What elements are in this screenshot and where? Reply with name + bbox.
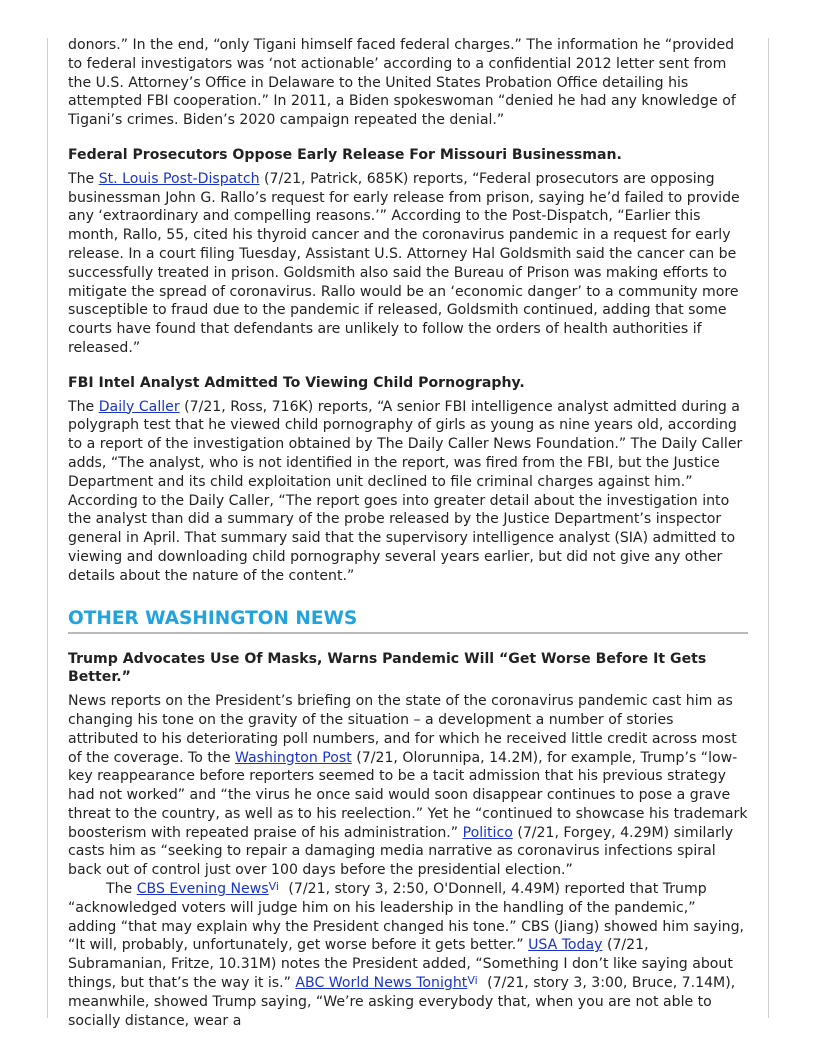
story-body: The Daily Caller (7/21, Ross, 716K) reports, “A senior FBI intelligence analyst admitted during a polygraph test that he viewed child pornography of girls as young as nine years old, according to a report of the investigation obtained by The Daily Caller News Foundation.” The Daily Caller adds, “The analyst, who is not identified in the report, was fired from the FBI, but the Justice Department and its child exploitation unit declined to file criminal charges against him.” According to the Daily Caller, “The report goes into greater detail about the investigation into the analyst than did a summary of the probe released by the Justice Department’s inspector general in April. That summary said that the supervisory intelligence analyst (SIA) admitted to viewing and downloading child pornography several years earlier, but did not give any other details about the nature of the content.” <box>68 398 743 584</box>
continued-paragraph: donors.” In the end, “only Tigani himself faced federal charges.” The information he “provided to federal investigators was ‘not actionable’ according to a confidential 2012 letter sent from the U.S. Attorney’s Office in Delaware to the United States Probation Office detailing his attempted FBI cooperation.” In 2011, a Biden spokeswoman “denied he had any knowledge of Tigani’s crimes. Biden’s 2020 campaign repeated the denial.” <box>68 37 736 129</box>
source-link-daily-caller[interactable]: Daily Caller <box>98 398 180 415</box>
story-rallo <box>68 146 748 358</box>
story-body: The St. Louis Post-Dispatch (7/21, Patrick, 685K) reports, “Federal prosecutors are opposing businessman John G. Rallo’s request for early release from prison, saying he’d failed to provide any ‘extraordinary and compelling reasons.’” According to the Post-Dispatch, “Earlier this month, Rallo, 55, cited his thyroid cancer and the coronavirus pandemic in a request for early release. In a court filing Tuesday, Assistant U.S. Attorney Hal Goldsmith said the cancer can be successfully treated in prison. Goldsmith also said the Bureau of Prison was making efforts to mitigate the spread of coronavirus. Rallo would be an ‘economic danger’ to a community more susceptible to fraud due to the pandemic if released, Goldsmith continued, adding that some courts have found that defendants are unlikely to follow the orders of health authorities if released.” <box>68 170 740 356</box>
story-headline: Trump Advocates Use Of Masks, Warns Pandemic Will “Get Worse Before It Gets Better.” <box>68 650 707 686</box>
story-headline: FBI Intel Analyst Admitted To Viewing Child Pornography. <box>68 374 525 391</box>
source-link-st-louis-post-dispatch[interactable]: St. Louis Post-Dispatch <box>98 170 260 187</box>
video-icon[interactable]: Vi <box>467 974 478 988</box>
newsletter-column <box>68 36 748 1030</box>
story-headline: Federal Prosecutors Oppose Early Release For Missouri Businessman. <box>68 146 622 163</box>
story-body-paragraph-2: The CBS Evening News$^{Vi}$ (7/21, story 3, 2:50, O'Donnell, 4.49M) reported that Trump “acknowledged voters will judge him on his leadership in the handling of the pandemic,” adding “that may explain why the President changed his tone.” CBS (Jiang) showed him saying, “It will, probably, unfortunately, get worse before it gets better.” USA Today (7/21, Subramanian, Fritze, 10.31M) notes the President added, “Something I don’t like saying about things, but that’s the way it is.” ABC World News Tonight$^{Vi}$ (7/21, story 3, 3:00, Bruce, 7.14M), meanwhile, showed Trump saying, “We’re asking everybody that, when you are not able to socially distance, wear a <box>68 880 744 1029</box>
video-icon[interactable]: Vi <box>268 880 279 894</box>
story-body-paragraph-1: News reports on the President’s briefing on the state of the coronavirus pandemic cast him as changing his tone on the gravity of the situation – a development a number of stories attributed to his deteriorating poll numbers, and for which he received little credit across most of the coverage. To the Washington Post (7/21, Olorunnipa, 14.2M), for example, Trump’s “low-key reappearance before reporters seemed to be a tacit admission that his previous strategy had not worked” and “the virus he once said would soon disappear continues to pose a grave threat to the country, as well as to his reelection.” Yet he “continued to showcase his trademark boosterism with repeated praise of his administration.” Politico (7/21, Forgey, 4.29M) similarly casts him as “seeking to repair a damaging media narrative as coronavirus infections spiral back out of control just over 100 days before the presidential election.” <box>68 693 748 879</box>
source-link-washington-post[interactable]: Washington Post <box>235 749 352 766</box>
source-link-usa-today[interactable]: USA Today <box>528 937 603 954</box>
story-fbi-analyst <box>68 374 748 586</box>
source-link-abc-world-news-tonight[interactable]: ABC World News Tonight <box>295 975 468 992</box>
source-link-politico[interactable]: Politico <box>462 824 513 841</box>
section-heading: OTHER WASHINGTON NEWS <box>68 607 748 634</box>
source-link-cbs-evening-news[interactable]: CBS Evening News <box>136 881 269 898</box>
story-trump-masks <box>68 650 748 1031</box>
